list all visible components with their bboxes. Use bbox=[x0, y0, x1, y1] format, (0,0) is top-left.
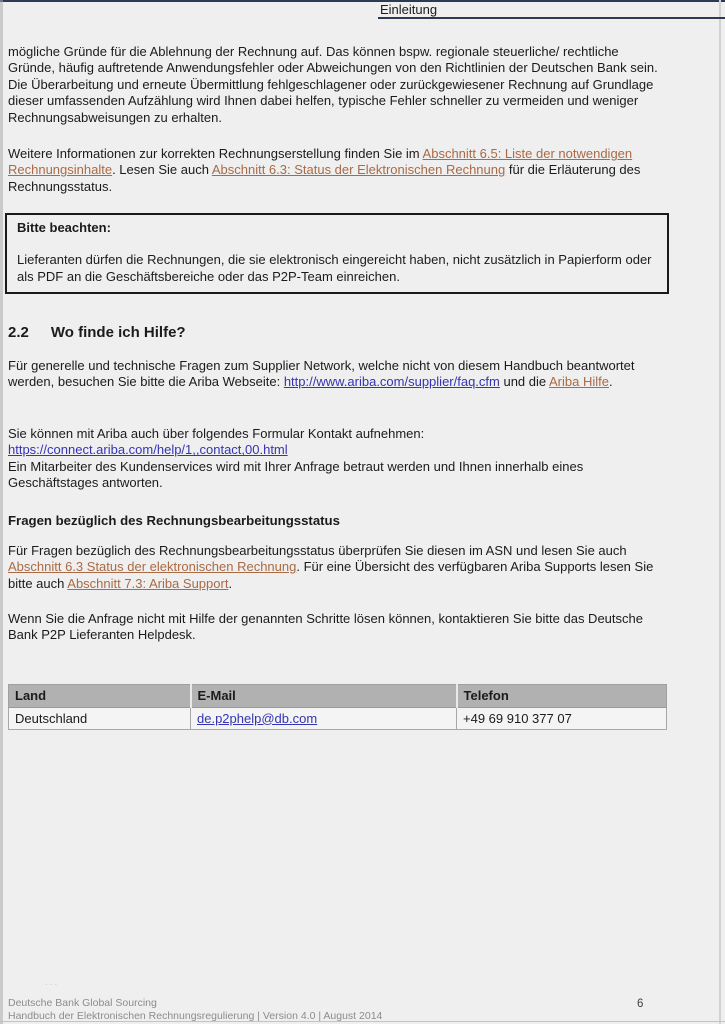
text-run: . bbox=[608, 374, 613, 390]
link-ariba-faq-url[interactable]: http://www.ariba.com/supplier/faq.cfm bbox=[283, 374, 500, 390]
link-helpdesk-email[interactable]: de.p2phelp@db.com bbox=[197, 710, 318, 726]
link-abschnitt-6-3[interactable]: Abschnitt 6.3: Status der Elektronischen Rechnung bbox=[211, 162, 506, 178]
text-run: Für generelle und technische Fragen zum Supplier Network, welche nicht von diesem Handbuch beantwortet werden, besuchen Sie bitte die Ariba Webseite: bbox=[8, 358, 635, 390]
text-run: Ein Mitarbeiter des Kundenservices wird mit Ihrer Anfrage betraut werden und Ihnen innerhalb eines Geschäftstages antworten. bbox=[8, 458, 584, 491]
intro-paragraph-1: mögliche Gründe für die Ablehnung der Rechnung auf. Das können bspw. regionale steuerliche/ rechtliche Gründe, häufig auftretende Anwendungsfehler oder Abweichungen von den Richtlinien der Deutschen Bank sein. Die Überarbeitung und erneute Übermittlung fehlgeschlagener oder zurückgewiesener Rechnung auf Grundlage dieser umfassenden Aufzählung wird Ihnen dabei helfen, typische Fehler schneller zu vermeiden und weniger Rechnungsabweisungen zu erhalten. bbox=[8, 44, 658, 125]
note-box bbox=[5, 213, 669, 294]
page-top-rule bbox=[0, 0, 725, 2]
note-box-title: Bitte beachten: bbox=[17, 220, 111, 235]
section-title: Wo finde ich Hilfe? bbox=[50, 324, 186, 341]
help-paragraph-1 bbox=[8, 358, 658, 391]
section-heading-2-2 bbox=[8, 325, 186, 341]
link-ariba-hilfe[interactable]: Ariba Hilfe bbox=[549, 374, 609, 390]
text-run: für die Erläuterung des Rechnungsstatus. bbox=[8, 162, 641, 194]
scan-artifact: ... bbox=[45, 977, 60, 988]
column-header-telefon: Telefon bbox=[457, 685, 667, 708]
footer-doc-line: Handbuch der Elektronischen Rechnungsregulierung | Version 4.0 | August 2014 bbox=[8, 1010, 383, 1022]
subheading-rechnungsbearbeitungsstatus: Fragen bezüglich des Rechnungsbearbeitungsstatus bbox=[8, 513, 340, 528]
link-abschnitt-7-3-support[interactable]: Abschnitt 7.3: Ariba Support bbox=[67, 575, 229, 591]
contact-table bbox=[8, 684, 667, 730]
text-run: . Für eine Übersicht des verfügbaren Ariba Supports lesen Sie bitte auch bbox=[8, 559, 654, 591]
note-box-body: Lieferanten dürfen die Rechnungen, die sie elektronisch eingereicht haben, nicht zusätzlich in Papierform oder als PDF an die Geschäftsbereiche oder das P2P-Team einreichen. bbox=[17, 252, 652, 284]
text-run: . Lesen Sie auch bbox=[112, 162, 212, 178]
table-row bbox=[9, 708, 667, 730]
help-paragraph-3 bbox=[8, 543, 658, 592]
text-run: Sie können mit Ariba auch über folgendes Formular Kontakt aufnehmen: bbox=[8, 426, 425, 441]
text-run: Weitere Informationen zur korrekten Rechnungserstellung finden Sie im bbox=[8, 146, 423, 161]
text-run: und die bbox=[499, 374, 550, 390]
cell-land: Deutschland bbox=[9, 708, 191, 730]
running-header-title: Einleitung bbox=[380, 2, 438, 17]
link-abschnitt-6-3-status[interactable]: Abschnitt 6.3 Status der elektronischen Rechnung bbox=[8, 559, 297, 575]
column-header-land: Land bbox=[9, 685, 191, 708]
cell-email bbox=[191, 708, 457, 730]
table-header-row bbox=[9, 685, 667, 708]
intro-paragraph-2 bbox=[8, 146, 658, 195]
cell-telefon: +49 69 910 377 07 bbox=[457, 708, 667, 730]
text-run: . bbox=[228, 575, 233, 591]
text-run: Für Fragen bezüglich des Rechnungsbearbeitungsstatus überprüfen Sie diesen im ASN und lesen Sie auch bbox=[8, 543, 627, 558]
section-number: 2.2 bbox=[8, 324, 29, 341]
running-header-rule bbox=[378, 17, 725, 19]
page-left-edge bbox=[0, 0, 3, 1024]
help-paragraph-4: Wenn Sie die Anfrage nicht mit Hilfe der genannten Schritte lösen können, kontaktieren Sie bitte das Deutsche Bank P2P Lieferanten Helpdesk. bbox=[8, 611, 643, 643]
footer-org-line: Deutsche Bank Global Sourcing bbox=[8, 997, 157, 1009]
help-paragraph-2 bbox=[8, 426, 658, 492]
column-header-email: E-Mail bbox=[191, 685, 457, 708]
link-ariba-contact-url[interactable]: https://connect.ariba.com/help/1,,contact,00.html bbox=[8, 442, 288, 458]
page-number: 6 bbox=[637, 998, 644, 1010]
page-right-edge bbox=[719, 0, 721, 1024]
link-abschnitt-6-5[interactable]: Abschnitt 6.5: Liste der notwendigen Rechnungsinhalte bbox=[8, 146, 633, 178]
